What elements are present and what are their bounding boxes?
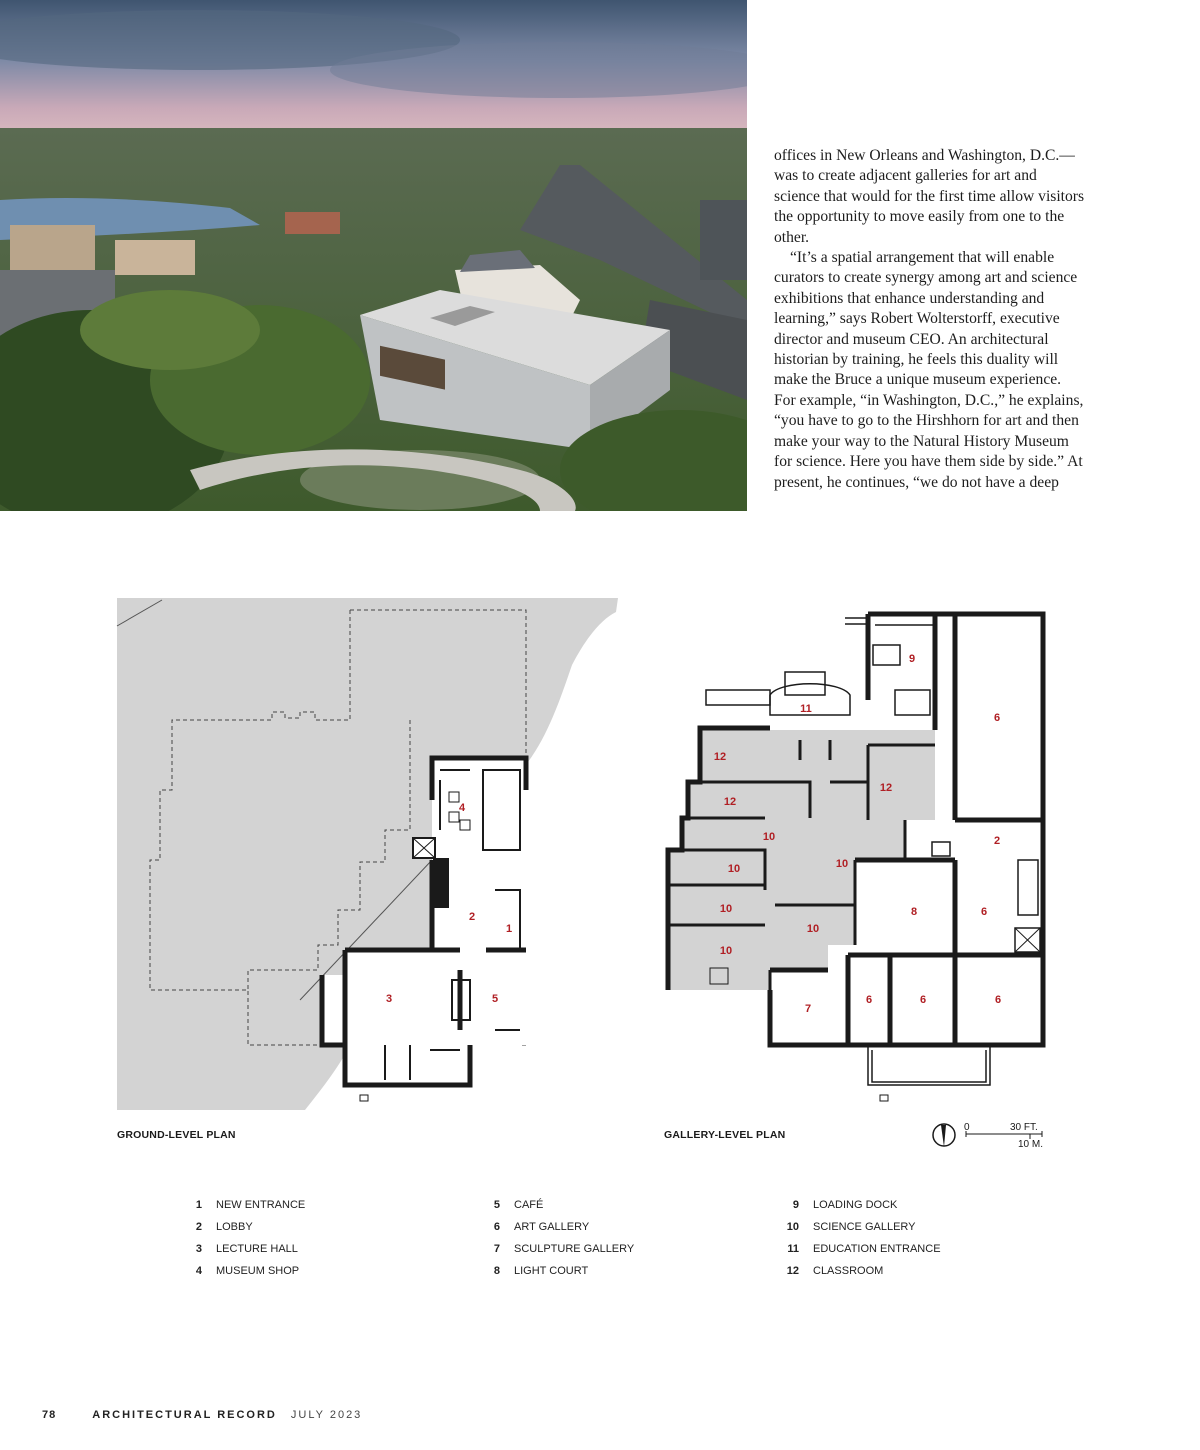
legend-item xyxy=(480,1243,740,1265)
legend-label: LIGHT COURT xyxy=(514,1265,589,1277)
legend-item xyxy=(182,1243,442,1265)
room-number: 10 xyxy=(727,863,741,875)
scale-zero: 0 xyxy=(964,1122,970,1133)
ground-level-plan xyxy=(117,598,618,1110)
legend-item xyxy=(779,1221,1039,1243)
article-paragraph: “It’s a spatial arrangement that will enable curators to create synergy among art and science exhibitions that enhance understanding and learning,” says Robert Wolterstorff, executive director and museum CEO. An architectural historian by training, he feels this duality will make the Bruce a unique museum experience. For example, “in Washington, D.C.,” he explains, “you have to go to the Hirshhorn for art and then make your way to the Natural History Museum for science. Here you have them side by side.” At present, he continues, “we do not have a deep xyxy=(774,249,1084,491)
magazine-name: ARCHITECTURAL RECORD xyxy=(92,1409,277,1421)
legend-number: 8 xyxy=(493,1265,500,1277)
room-number: 12 xyxy=(713,751,727,763)
legend-label: LECTURE HALL xyxy=(216,1243,298,1255)
legend-item xyxy=(182,1265,442,1287)
legend-label: SCIENCE GALLERY xyxy=(813,1221,916,1233)
room-number: 3 xyxy=(385,993,393,1005)
scale-bar xyxy=(930,1117,1050,1157)
legend-label: EDUCATION ENTRANCE xyxy=(813,1243,941,1255)
page-number: 78 xyxy=(42,1409,57,1421)
legend-number: 9 xyxy=(792,1199,799,1211)
legend-item xyxy=(480,1221,740,1243)
room-number: 10 xyxy=(762,831,776,843)
room-number: 6 xyxy=(993,712,1001,724)
legend-column xyxy=(182,1199,442,1287)
legend-number: 5 xyxy=(493,1199,500,1211)
legend-label: CLASSROOM xyxy=(813,1265,884,1277)
room-number: 12 xyxy=(879,782,893,794)
room-number: 6 xyxy=(994,994,1002,1006)
legend-item xyxy=(182,1199,442,1221)
room-number: 5 xyxy=(491,993,499,1005)
legend-label: CAFÉ xyxy=(514,1199,544,1211)
room-number: 8 xyxy=(910,906,918,918)
room-number: 2 xyxy=(468,911,476,923)
room-number: 11 xyxy=(800,703,812,715)
legend-number: 2 xyxy=(195,1221,202,1233)
legend-label: SCULPTURE GALLERY xyxy=(514,1243,635,1255)
ground-plan-label: GROUND-LEVEL PLAN xyxy=(117,1129,236,1141)
room-number: 2 xyxy=(993,835,1001,847)
room-number: 7 xyxy=(804,1003,812,1015)
room-number: 10 xyxy=(835,858,849,870)
legend-number: 12 xyxy=(786,1265,799,1277)
legend-number: 11 xyxy=(787,1243,799,1255)
legend-item xyxy=(779,1243,1039,1265)
scale-meters: 10 M. xyxy=(1018,1139,1044,1150)
legend-item xyxy=(779,1265,1039,1287)
legend-item xyxy=(480,1199,740,1221)
legend-column xyxy=(480,1199,740,1287)
legend-item xyxy=(182,1221,442,1243)
scale-feet: 30 FT. xyxy=(1010,1122,1038,1133)
room-number: 10 xyxy=(806,923,820,935)
legend-number: 10 xyxy=(786,1221,799,1233)
gallery-plan-label: GALLERY-LEVEL PLAN xyxy=(664,1129,786,1141)
room-number: 6 xyxy=(919,994,927,1006)
legend-label: LOADING DOCK xyxy=(813,1199,898,1211)
legend-label: MUSEUM SHOP xyxy=(216,1265,300,1277)
legend-label: NEW ENTRANCE xyxy=(216,1199,306,1211)
legend-number: 7 xyxy=(493,1243,500,1255)
article-paragraph: offices in New Orleans and Washington, D.C.—was to create adjacent galleries for art and science that would for the first time allow visitors the opportunity to move easily from one to the other. xyxy=(774,147,1085,246)
room-number: 10 xyxy=(719,903,733,915)
legend-item xyxy=(779,1199,1039,1221)
legend-number: 4 xyxy=(195,1265,202,1277)
page-footer xyxy=(42,1409,362,1421)
legend-number: 3 xyxy=(195,1243,202,1255)
room-number: 1 xyxy=(505,923,513,935)
legend-label: LOBBY xyxy=(216,1221,253,1233)
legend-number: 6 xyxy=(493,1221,500,1233)
gallery-level-plan xyxy=(668,614,1043,1101)
legend-number: 1 xyxy=(195,1199,202,1211)
room-number: 9 xyxy=(908,653,916,665)
room-number: 12 xyxy=(723,796,737,808)
room-number: 6 xyxy=(865,994,873,1006)
legend-label: ART GALLERY xyxy=(514,1221,590,1233)
room-number: 6 xyxy=(980,906,988,918)
room-number: 4 xyxy=(458,802,466,814)
legend-column xyxy=(779,1199,1039,1287)
issue-date: JULY 2023 xyxy=(290,1409,363,1421)
legend-item xyxy=(480,1265,740,1287)
room-number: 10 xyxy=(719,945,733,957)
